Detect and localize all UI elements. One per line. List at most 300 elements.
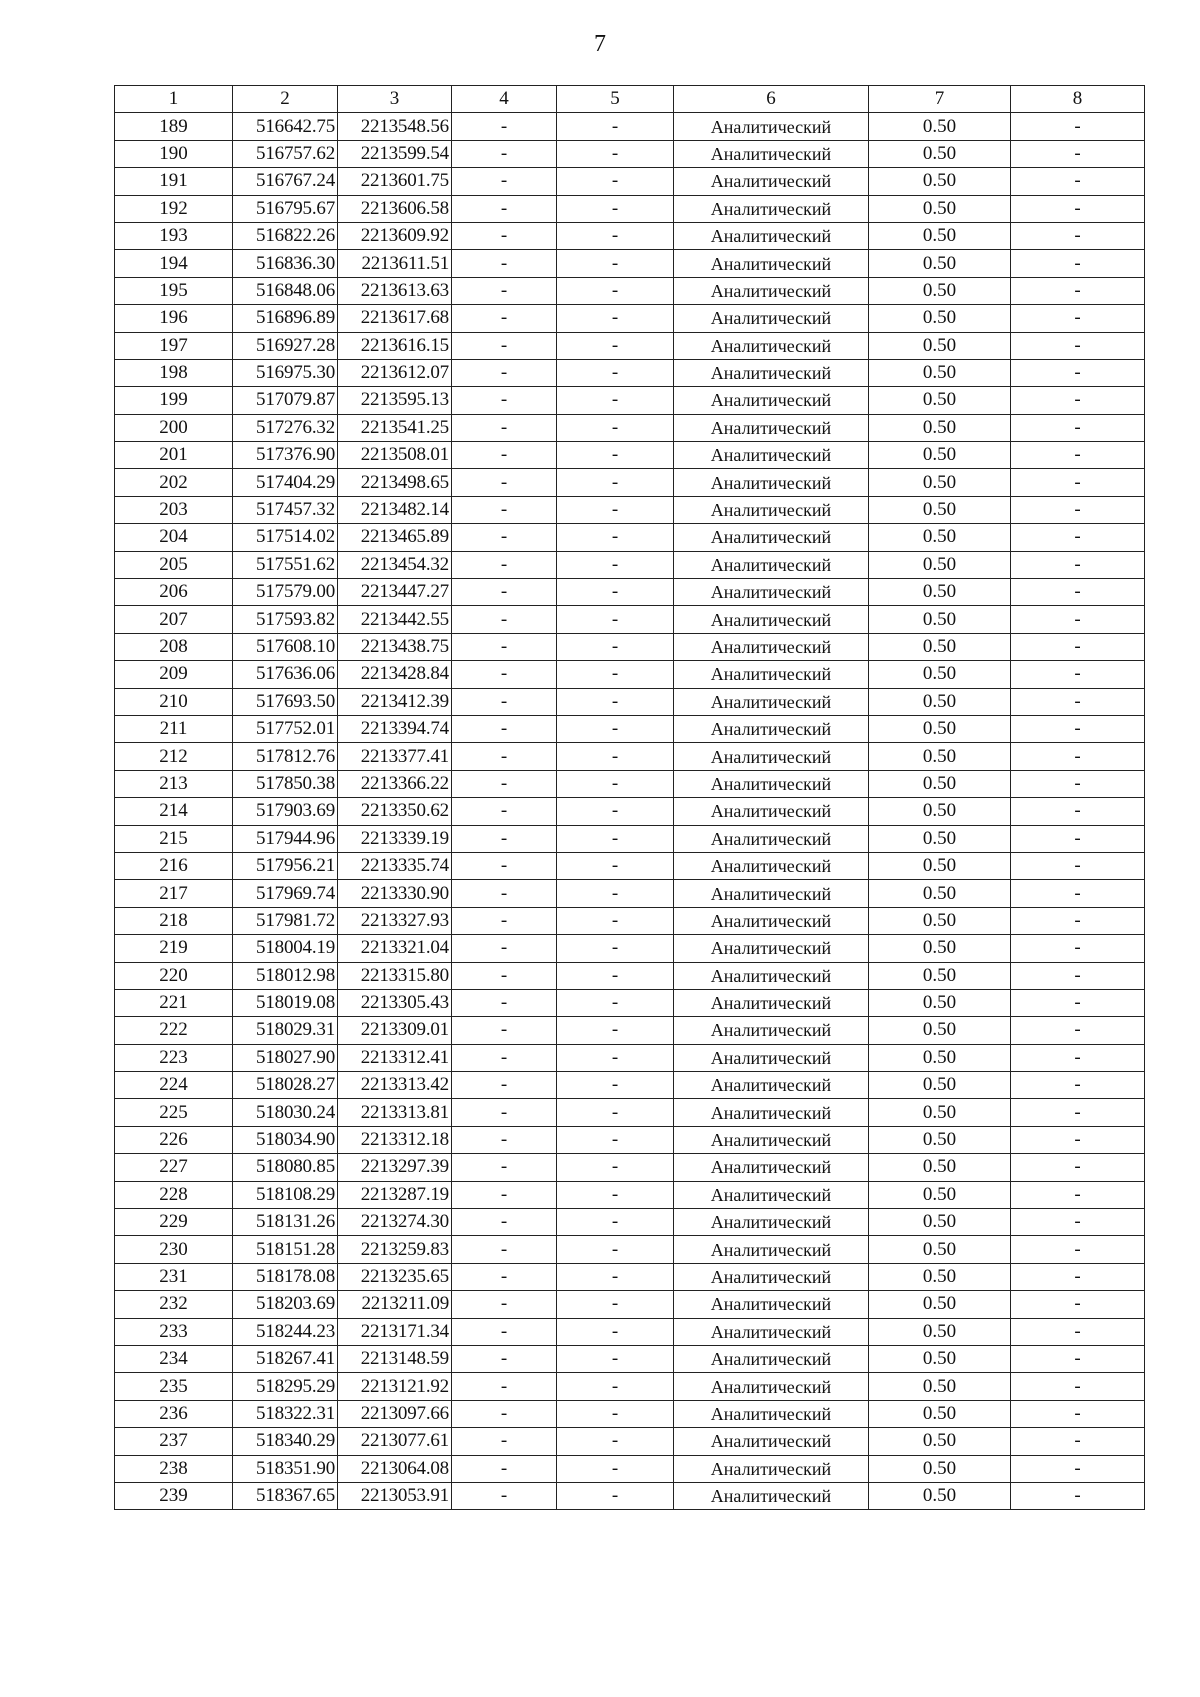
col4-cell: -: [452, 113, 557, 140]
method-cell: Аналитический: [674, 715, 869, 742]
point-number-cell: 193: [115, 222, 233, 249]
accuracy-cell: 0.50: [869, 442, 1011, 469]
col4-cell: -: [452, 469, 557, 496]
col5-cell: -: [557, 1400, 674, 1427]
point-number-cell: 209: [115, 661, 233, 688]
accuracy-cell: 0.50: [869, 305, 1011, 332]
table-row: [115, 1181, 1145, 1208]
col4-cell: -: [452, 606, 557, 633]
col4-cell: -: [452, 168, 557, 195]
col5-cell: -: [557, 524, 674, 551]
col8-cell: -: [1011, 1428, 1145, 1455]
table-row: [115, 113, 1145, 140]
y-coordinate-cell: 2213339.19: [338, 825, 452, 852]
col4-cell: -: [452, 1044, 557, 1071]
col8-cell: -: [1011, 1263, 1145, 1290]
table-row: [115, 1263, 1145, 1290]
col8-cell: -: [1011, 1482, 1145, 1509]
col5-cell: -: [557, 140, 674, 167]
table-row: [115, 962, 1145, 989]
col4-cell: -: [452, 1345, 557, 1372]
col4-cell: -: [452, 715, 557, 742]
accuracy-cell: 0.50: [869, 1072, 1011, 1099]
col5-cell: -: [557, 359, 674, 386]
accuracy-cell: 0.50: [869, 469, 1011, 496]
col8-cell: -: [1011, 880, 1145, 907]
y-coordinate-cell: 2213053.91: [338, 1482, 452, 1509]
col8-cell: -: [1011, 1181, 1145, 1208]
col8-cell: -: [1011, 1455, 1145, 1482]
x-coordinate-cell: 516848.06: [233, 277, 338, 304]
method-cell: Аналитический: [674, 1236, 869, 1263]
col8-cell: -: [1011, 414, 1145, 441]
col4-cell: -: [452, 222, 557, 249]
col4-cell: -: [452, 1373, 557, 1400]
point-number-cell: 191: [115, 168, 233, 195]
table-row: [115, 1455, 1145, 1482]
y-coordinate-cell: 2213064.08: [338, 1455, 452, 1482]
table-body: [115, 113, 1145, 1510]
point-number-cell: 224: [115, 1072, 233, 1099]
col4-cell: -: [452, 661, 557, 688]
method-cell: Аналитический: [674, 962, 869, 989]
x-coordinate-cell: 516767.24: [233, 168, 338, 195]
col8-cell: -: [1011, 1400, 1145, 1427]
table-row: [115, 1236, 1145, 1263]
col4-cell: -: [452, 1099, 557, 1126]
accuracy-cell: 0.50: [869, 332, 1011, 359]
method-cell: Аналитический: [674, 1428, 869, 1455]
col5-cell: -: [557, 880, 674, 907]
x-coordinate-cell: 518131.26: [233, 1209, 338, 1236]
y-coordinate-cell: 2213606.58: [338, 195, 452, 222]
accuracy-cell: 0.50: [869, 414, 1011, 441]
point-number-cell: 238: [115, 1455, 233, 1482]
col5-cell: -: [557, 1126, 674, 1153]
method-cell: Аналитический: [674, 606, 869, 633]
table-row: [115, 305, 1145, 332]
x-coordinate-cell: 517981.72: [233, 907, 338, 934]
method-cell: Аналитический: [674, 907, 869, 934]
col8-cell: -: [1011, 1126, 1145, 1153]
col8-cell: -: [1011, 579, 1145, 606]
accuracy-cell: 0.50: [869, 168, 1011, 195]
col5-cell: -: [557, 661, 674, 688]
accuracy-cell: 0.50: [869, 1044, 1011, 1071]
y-coordinate-cell: 2213315.80: [338, 962, 452, 989]
method-cell: Аналитический: [674, 195, 869, 222]
col4-cell: -: [452, 825, 557, 852]
accuracy-cell: 0.50: [869, 1099, 1011, 1126]
header-cell-4: 4: [452, 86, 557, 113]
table-row: [115, 1428, 1145, 1455]
y-coordinate-cell: 2213377.41: [338, 743, 452, 770]
y-coordinate-cell: 2213350.62: [338, 798, 452, 825]
x-coordinate-cell: 517812.76: [233, 743, 338, 770]
method-cell: Аналитический: [674, 1154, 869, 1181]
method-cell: Аналитический: [674, 496, 869, 523]
point-number-cell: 207: [115, 606, 233, 633]
x-coordinate-cell: 517593.82: [233, 606, 338, 633]
method-cell: Аналитический: [674, 1263, 869, 1290]
table-row: [115, 743, 1145, 770]
point-number-cell: 218: [115, 907, 233, 934]
accuracy-cell: 0.50: [869, 222, 1011, 249]
col8-cell: -: [1011, 825, 1145, 852]
col5-cell: -: [557, 1017, 674, 1044]
y-coordinate-cell: 2213609.92: [338, 222, 452, 249]
method-cell: Аналитический: [674, 1373, 869, 1400]
method-cell: Аналитический: [674, 250, 869, 277]
x-coordinate-cell: 517608.10: [233, 633, 338, 660]
y-coordinate-cell: 2213508.01: [338, 442, 452, 469]
col8-cell: -: [1011, 907, 1145, 934]
table-row: [115, 1373, 1145, 1400]
accuracy-cell: 0.50: [869, 250, 1011, 277]
accuracy-cell: 0.50: [869, 1291, 1011, 1318]
table-row: [115, 606, 1145, 633]
table-row: [115, 1318, 1145, 1345]
x-coordinate-cell: 518030.24: [233, 1099, 338, 1126]
table-row: [115, 935, 1145, 962]
point-number-cell: 203: [115, 496, 233, 523]
accuracy-cell: 0.50: [869, 688, 1011, 715]
x-coordinate-cell: 518151.28: [233, 1236, 338, 1263]
col5-cell: -: [557, 798, 674, 825]
y-coordinate-cell: 2213313.81: [338, 1099, 452, 1126]
accuracy-cell: 0.50: [869, 606, 1011, 633]
point-number-cell: 211: [115, 715, 233, 742]
page-number: 7: [594, 31, 606, 57]
x-coordinate-cell: 518028.27: [233, 1072, 338, 1099]
point-number-cell: 196: [115, 305, 233, 332]
header-cell-6: 6: [674, 86, 869, 113]
header-cell-2: 2: [233, 86, 338, 113]
table-row: [115, 907, 1145, 934]
table-row: [115, 359, 1145, 386]
point-number-cell: 214: [115, 798, 233, 825]
point-number-cell: 237: [115, 1428, 233, 1455]
method-cell: Аналитический: [674, 798, 869, 825]
point-number-cell: 205: [115, 551, 233, 578]
col5-cell: -: [557, 1154, 674, 1181]
point-number-cell: 208: [115, 633, 233, 660]
accuracy-cell: 0.50: [869, 1236, 1011, 1263]
method-cell: Аналитический: [674, 743, 869, 770]
x-coordinate-cell: 518267.41: [233, 1345, 338, 1372]
table-row: [115, 579, 1145, 606]
col4-cell: -: [452, 880, 557, 907]
col4-cell: -: [452, 1154, 557, 1181]
method-cell: Аналитический: [674, 442, 869, 469]
method-cell: Аналитический: [674, 1181, 869, 1208]
col5-cell: -: [557, 743, 674, 770]
accuracy-cell: 0.50: [869, 113, 1011, 140]
y-coordinate-cell: 2213482.14: [338, 496, 452, 523]
x-coordinate-cell: 517079.87: [233, 387, 338, 414]
col4-cell: -: [452, 1318, 557, 1345]
accuracy-cell: 0.50: [869, 277, 1011, 304]
x-coordinate-cell: 518244.23: [233, 1318, 338, 1345]
accuracy-cell: 0.50: [869, 1318, 1011, 1345]
col8-cell: -: [1011, 1373, 1145, 1400]
col8-cell: -: [1011, 442, 1145, 469]
table-row: [115, 1072, 1145, 1099]
y-coordinate-cell: 2213097.66: [338, 1400, 452, 1427]
header-row: [115, 86, 1145, 113]
method-cell: Аналитический: [674, 524, 869, 551]
col8-cell: -: [1011, 633, 1145, 660]
method-cell: Аналитический: [674, 633, 869, 660]
y-coordinate-cell: 2213297.39: [338, 1154, 452, 1181]
point-number-cell: 190: [115, 140, 233, 167]
col4-cell: -: [452, 1263, 557, 1290]
method-cell: Аналитический: [674, 113, 869, 140]
col8-cell: -: [1011, 606, 1145, 633]
y-coordinate-cell: 2213465.89: [338, 524, 452, 551]
point-number-cell: 198: [115, 359, 233, 386]
method-cell: Аналитический: [674, 1482, 869, 1509]
col5-cell: -: [557, 1209, 674, 1236]
col5-cell: -: [557, 579, 674, 606]
col8-cell: -: [1011, 852, 1145, 879]
method-cell: Аналитический: [674, 935, 869, 962]
table-row: [115, 688, 1145, 715]
x-coordinate-cell: 518351.90: [233, 1455, 338, 1482]
table-row: [115, 1209, 1145, 1236]
accuracy-cell: 0.50: [869, 770, 1011, 797]
accuracy-cell: 0.50: [869, 1126, 1011, 1153]
y-coordinate-cell: 2213121.92: [338, 1373, 452, 1400]
col5-cell: -: [557, 332, 674, 359]
x-coordinate-cell: 516822.26: [233, 222, 338, 249]
y-coordinate-cell: 2213616.15: [338, 332, 452, 359]
col5-cell: -: [557, 1482, 674, 1509]
col8-cell: -: [1011, 551, 1145, 578]
method-cell: Аналитический: [674, 414, 869, 441]
col4-cell: -: [452, 1455, 557, 1482]
point-number-cell: 229: [115, 1209, 233, 1236]
col5-cell: -: [557, 1318, 674, 1345]
y-coordinate-cell: 2213077.61: [338, 1428, 452, 1455]
col5-cell: -: [557, 1099, 674, 1126]
col8-cell: -: [1011, 359, 1145, 386]
method-cell: Аналитический: [674, 880, 869, 907]
col4-cell: -: [452, 935, 557, 962]
method-cell: Аналитический: [674, 1017, 869, 1044]
col5-cell: -: [557, 852, 674, 879]
accuracy-cell: 0.50: [869, 1181, 1011, 1208]
table-row: [115, 222, 1145, 249]
y-coordinate-cell: 2213305.43: [338, 989, 452, 1016]
y-coordinate-cell: 2213612.07: [338, 359, 452, 386]
point-number-cell: 200: [115, 414, 233, 441]
col4-cell: -: [452, 1428, 557, 1455]
col5-cell: -: [557, 770, 674, 797]
header-cell-3: 3: [338, 86, 452, 113]
accuracy-cell: 0.50: [869, 1209, 1011, 1236]
col4-cell: -: [452, 387, 557, 414]
col4-cell: -: [452, 250, 557, 277]
col4-cell: -: [452, 770, 557, 797]
x-coordinate-cell: 518178.08: [233, 1263, 338, 1290]
table-row: [115, 442, 1145, 469]
col5-cell: -: [557, 387, 674, 414]
col8-cell: -: [1011, 332, 1145, 359]
col5-cell: -: [557, 1263, 674, 1290]
x-coordinate-cell: 516927.28: [233, 332, 338, 359]
accuracy-cell: 0.50: [869, 1154, 1011, 1181]
y-coordinate-cell: 2213327.93: [338, 907, 452, 934]
col8-cell: -: [1011, 1044, 1145, 1071]
table-row: [115, 989, 1145, 1016]
x-coordinate-cell: 516896.89: [233, 305, 338, 332]
method-cell: Аналитический: [674, 387, 869, 414]
accuracy-cell: 0.50: [869, 1017, 1011, 1044]
point-number-cell: 239: [115, 1482, 233, 1509]
accuracy-cell: 0.50: [869, 633, 1011, 660]
x-coordinate-cell: 517944.96: [233, 825, 338, 852]
table-row: [115, 551, 1145, 578]
col4-cell: -: [452, 1400, 557, 1427]
method-cell: Аналитический: [674, 825, 869, 852]
point-number-cell: 216: [115, 852, 233, 879]
table-row: [115, 250, 1145, 277]
col8-cell: -: [1011, 1345, 1145, 1372]
x-coordinate-cell: 518340.29: [233, 1428, 338, 1455]
table-row: [115, 1126, 1145, 1153]
accuracy-cell: 0.50: [869, 962, 1011, 989]
col4-cell: -: [452, 852, 557, 879]
x-coordinate-cell: 517693.50: [233, 688, 338, 715]
x-coordinate-cell: 516757.62: [233, 140, 338, 167]
table-row: [115, 633, 1145, 660]
method-cell: Аналитический: [674, 1291, 869, 1318]
col8-cell: -: [1011, 661, 1145, 688]
accuracy-cell: 0.50: [869, 551, 1011, 578]
y-coordinate-cell: 2213321.04: [338, 935, 452, 962]
y-coordinate-cell: 2213171.34: [338, 1318, 452, 1345]
col5-cell: -: [557, 1345, 674, 1372]
point-number-cell: 223: [115, 1044, 233, 1071]
col4-cell: -: [452, 798, 557, 825]
table-row: [115, 1017, 1145, 1044]
method-cell: Аналитический: [674, 140, 869, 167]
x-coordinate-cell: 518080.85: [233, 1154, 338, 1181]
x-coordinate-cell: 518203.69: [233, 1291, 338, 1318]
accuracy-cell: 0.50: [869, 825, 1011, 852]
col5-cell: -: [557, 250, 674, 277]
col8-cell: -: [1011, 743, 1145, 770]
x-coordinate-cell: 518295.29: [233, 1373, 338, 1400]
method-cell: Аналитический: [674, 1126, 869, 1153]
col4-cell: -: [452, 195, 557, 222]
point-number-cell: 219: [115, 935, 233, 962]
col4-cell: -: [452, 579, 557, 606]
col5-cell: -: [557, 1181, 674, 1208]
col4-cell: -: [452, 414, 557, 441]
method-cell: Аналитический: [674, 1400, 869, 1427]
method-cell: Аналитический: [674, 1318, 869, 1345]
col8-cell: -: [1011, 1236, 1145, 1263]
col5-cell: -: [557, 1428, 674, 1455]
col5-cell: -: [557, 989, 674, 1016]
x-coordinate-cell: 518027.90: [233, 1044, 338, 1071]
point-number-cell: 201: [115, 442, 233, 469]
x-coordinate-cell: 518322.31: [233, 1400, 338, 1427]
point-number-cell: 232: [115, 1291, 233, 1318]
col8-cell: -: [1011, 469, 1145, 496]
x-coordinate-cell: 516836.30: [233, 250, 338, 277]
x-coordinate-cell: 518004.19: [233, 935, 338, 962]
col8-cell: -: [1011, 222, 1145, 249]
x-coordinate-cell: 518034.90: [233, 1126, 338, 1153]
col8-cell: -: [1011, 524, 1145, 551]
point-number-cell: 227: [115, 1154, 233, 1181]
accuracy-cell: 0.50: [869, 1455, 1011, 1482]
col8-cell: -: [1011, 1209, 1145, 1236]
y-coordinate-cell: 2213312.18: [338, 1126, 452, 1153]
col5-cell: -: [557, 168, 674, 195]
accuracy-cell: 0.50: [869, 989, 1011, 1016]
accuracy-cell: 0.50: [869, 661, 1011, 688]
point-number-cell: 235: [115, 1373, 233, 1400]
col8-cell: -: [1011, 962, 1145, 989]
table-row: [115, 825, 1145, 852]
point-number-cell: 202: [115, 469, 233, 496]
y-coordinate-cell: 2213541.25: [338, 414, 452, 441]
table-row: [115, 195, 1145, 222]
col4-cell: -: [452, 442, 557, 469]
accuracy-cell: 0.50: [869, 935, 1011, 962]
col8-cell: -: [1011, 1291, 1145, 1318]
y-coordinate-cell: 2213611.51: [338, 250, 452, 277]
accuracy-cell: 0.50: [869, 1345, 1011, 1372]
col5-cell: -: [557, 606, 674, 633]
col5-cell: -: [557, 962, 674, 989]
col4-cell: -: [452, 1482, 557, 1509]
col4-cell: -: [452, 524, 557, 551]
col5-cell: -: [557, 1455, 674, 1482]
y-coordinate-cell: 2213330.90: [338, 880, 452, 907]
table-row: [115, 1099, 1145, 1126]
x-coordinate-cell: 518108.29: [233, 1181, 338, 1208]
table-row: [115, 414, 1145, 441]
x-coordinate-cell: 517551.62: [233, 551, 338, 578]
point-number-cell: 215: [115, 825, 233, 852]
method-cell: Аналитический: [674, 770, 869, 797]
col4-cell: -: [452, 1209, 557, 1236]
accuracy-cell: 0.50: [869, 524, 1011, 551]
table-row: [115, 1400, 1145, 1427]
col8-cell: -: [1011, 1154, 1145, 1181]
method-cell: Аналитический: [674, 1345, 869, 1372]
col4-cell: -: [452, 962, 557, 989]
y-coordinate-cell: 2213599.54: [338, 140, 452, 167]
col8-cell: -: [1011, 277, 1145, 304]
table-row: [115, 496, 1145, 523]
x-coordinate-cell: 517514.02: [233, 524, 338, 551]
table-row: [115, 661, 1145, 688]
x-coordinate-cell: 518367.65: [233, 1482, 338, 1509]
col5-cell: -: [557, 305, 674, 332]
col8-cell: -: [1011, 168, 1145, 195]
point-number-cell: 206: [115, 579, 233, 606]
col8-cell: -: [1011, 935, 1145, 962]
table-row: [115, 140, 1145, 167]
accuracy-cell: 0.50: [869, 852, 1011, 879]
method-cell: Аналитический: [674, 332, 869, 359]
